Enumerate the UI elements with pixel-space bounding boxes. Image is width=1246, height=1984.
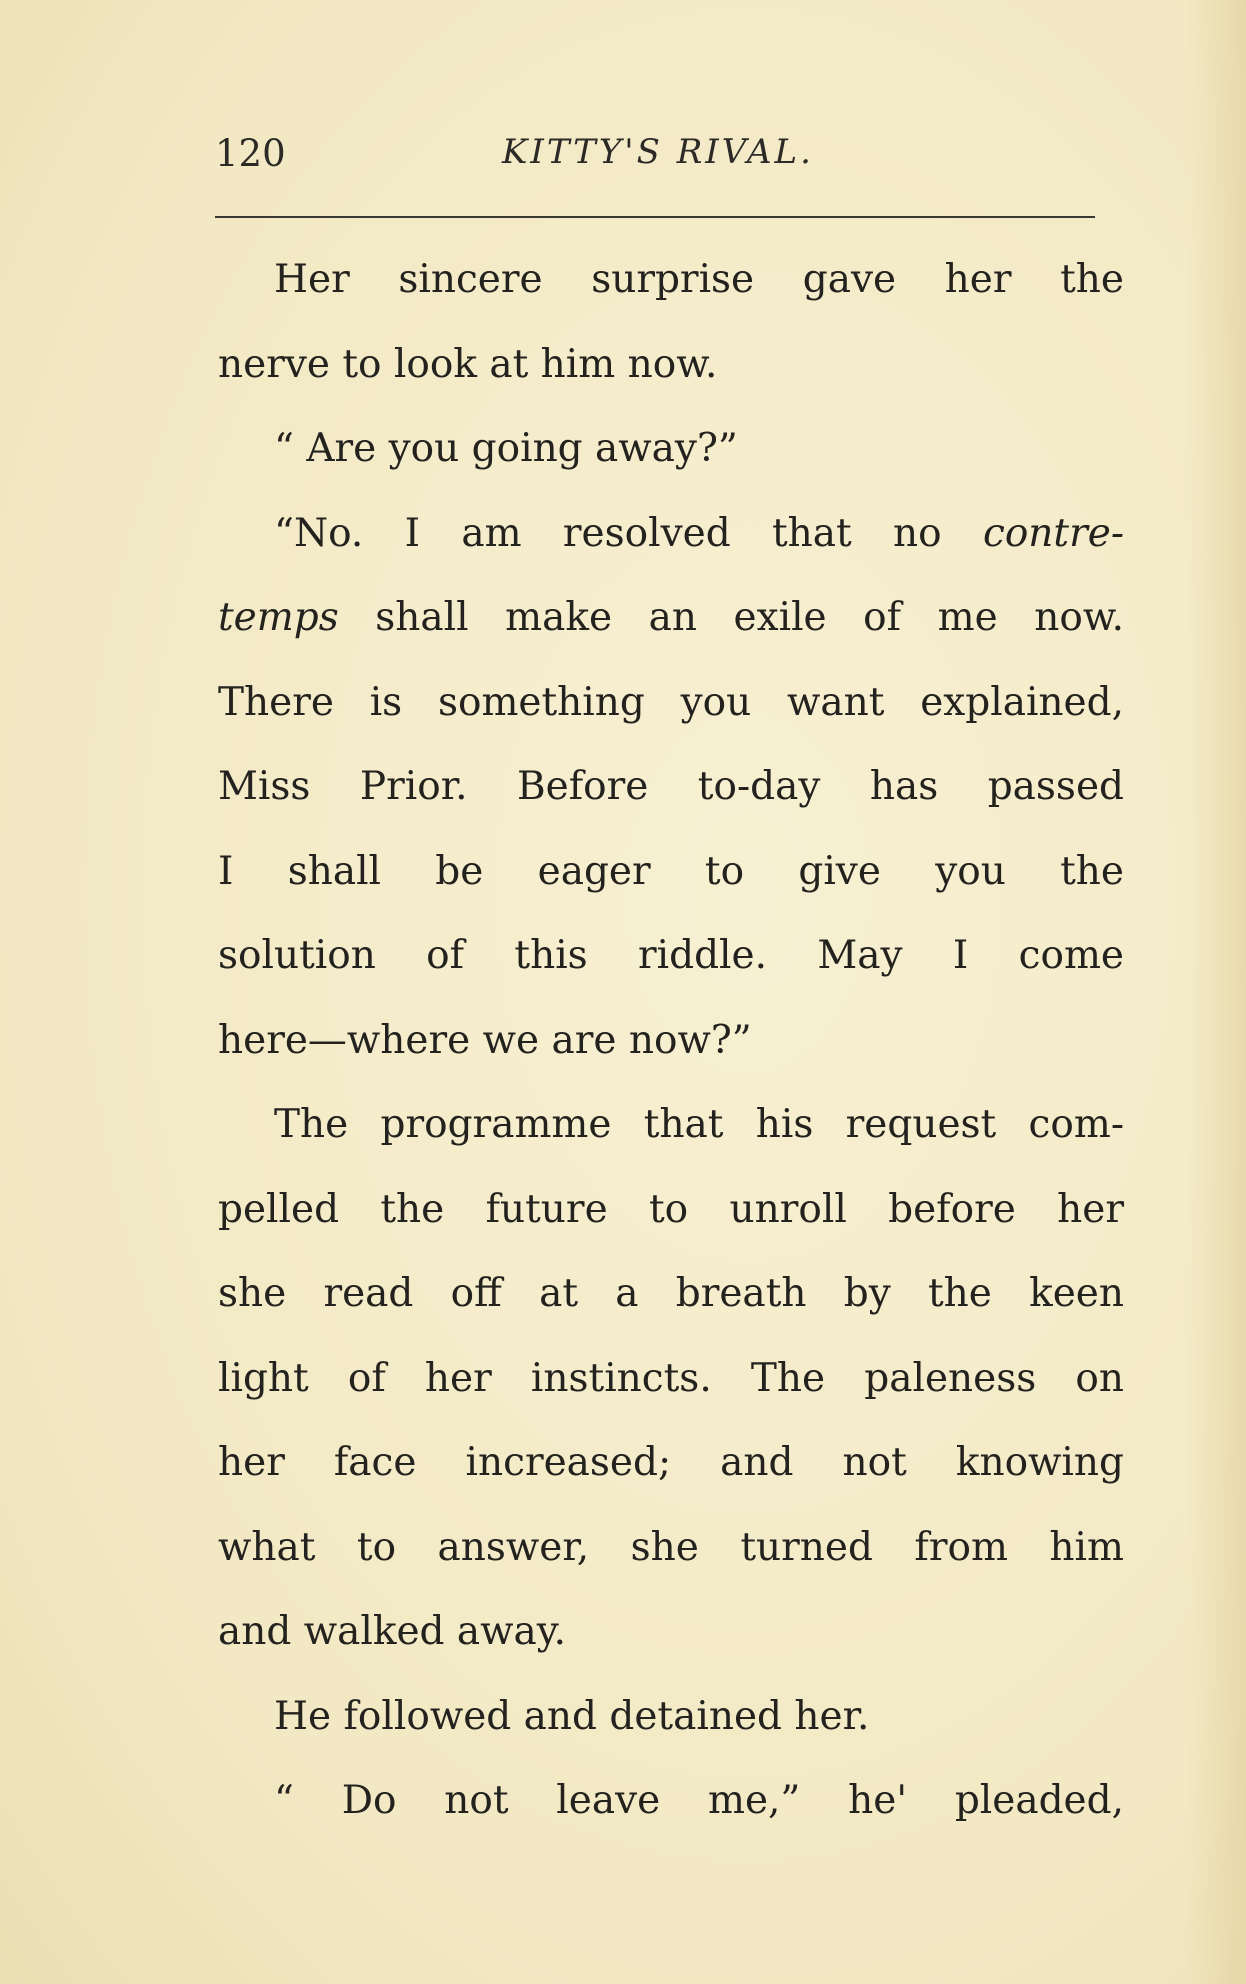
text-line: He followed and detained her.: [274, 1693, 870, 1739]
text-line: “ Do not leave me,” he' pleaded,: [274, 1778, 1124, 1823]
text-span: “No. I am resolved that no: [274, 510, 942, 556]
text-line: here—where we are now?”: [218, 1017, 752, 1063]
page-edge-shadow: [1186, 0, 1246, 1984]
text-line: Miss Prior. Before to-day has passed: [218, 764, 1124, 809]
italic-word: temps: [218, 595, 339, 640]
text-line: and walked away.: [218, 1609, 567, 1654]
page-header: [215, 132, 1095, 192]
text-line: The programme that his request com-: [274, 1102, 1124, 1147]
text-line: solution of this riddle. May I come: [218, 933, 1124, 978]
text-line: [218, 588, 1124, 673]
text-line: light of her instincts. The paleness on: [218, 1355, 1124, 1401]
text-line: she read off at a breath by the keen: [218, 1271, 1124, 1316]
body-text: [218, 250, 1124, 1856]
text-line: I shall be eager to give you the: [218, 848, 1124, 894]
text-line: “ Are you going away?”: [274, 426, 738, 471]
text-line: Her sincere surprise gave her the: [274, 257, 1124, 302]
text-line: her face increased; and not knowing: [218, 1440, 1124, 1485]
text-line: nerve to look at him now.: [218, 341, 718, 387]
text-line: what to answer, she turned from him: [218, 1524, 1124, 1570]
running-title: KITTY'S RIVAL.: [502, 132, 814, 172]
header-rule: [215, 216, 1095, 218]
text-line: pelled the future to unroll before her: [218, 1186, 1124, 1232]
page-number: 120: [215, 132, 286, 175]
italic-word: contre-: [982, 510, 1124, 556]
text-span: shall make an exile of me now.: [375, 595, 1124, 640]
text-line: [218, 504, 1124, 589]
text-line: There is something you want explained,: [218, 679, 1124, 725]
